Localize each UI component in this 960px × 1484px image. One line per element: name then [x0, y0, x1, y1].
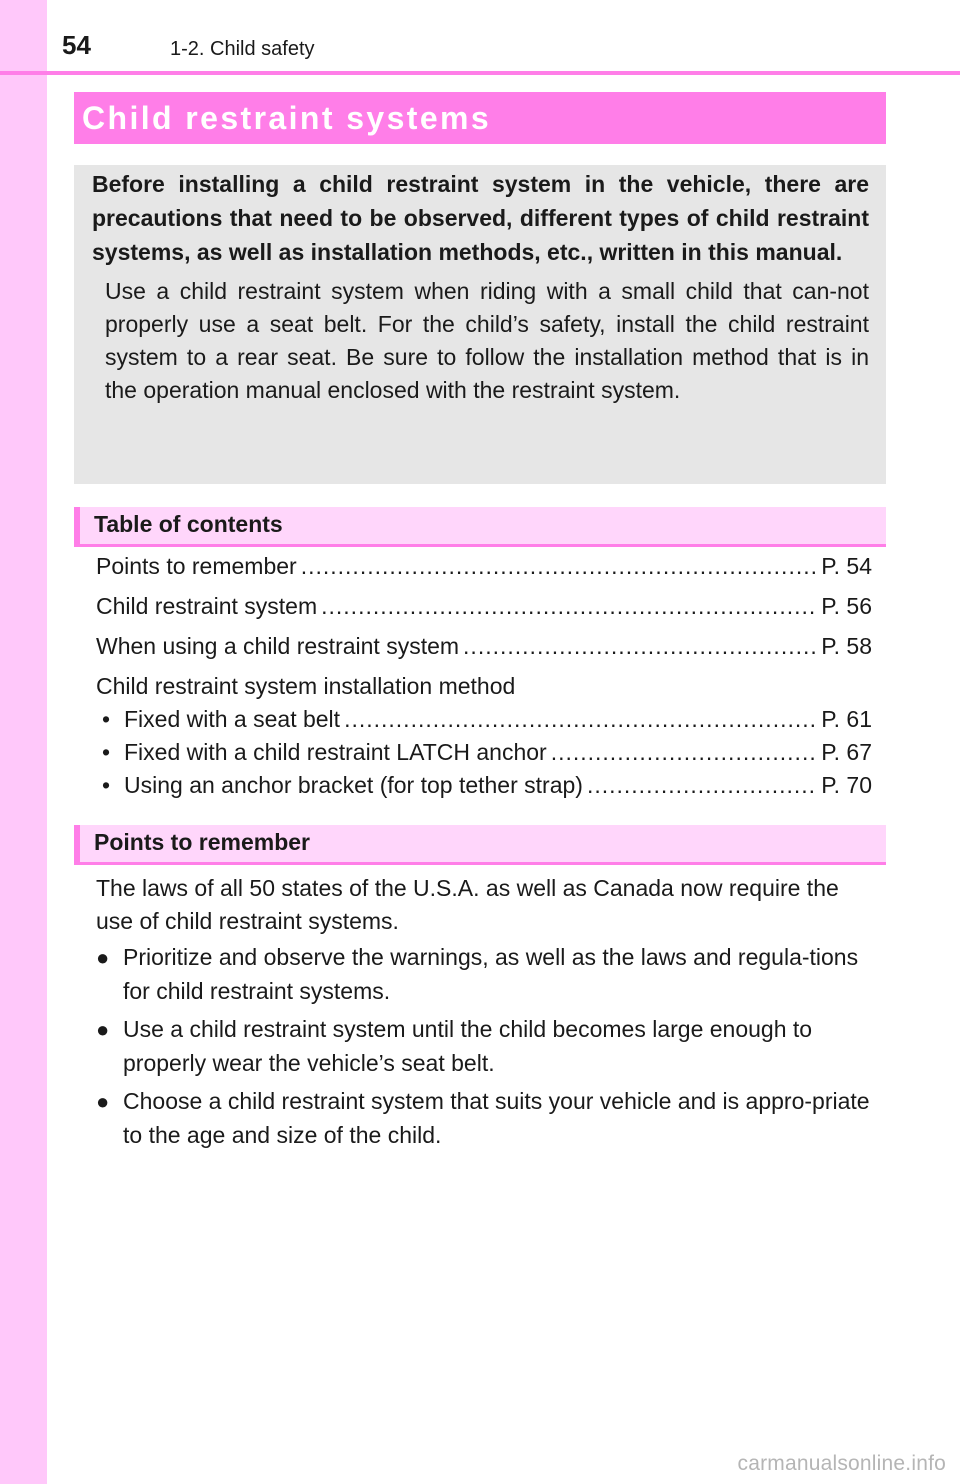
title-bar [74, 92, 886, 144]
toc-group-label: Child restraint system installation method [96, 673, 516, 699]
page-number: 54 [62, 30, 91, 60]
points-intro-paragraph: The laws of all 50 states of the U.S.A. as well as Canada now require the use of child restraint systems. [96, 875, 839, 934]
bullet-item [96, 1012, 880, 1080]
toc-entry-label: Fixed with a seat belt [124, 706, 341, 732]
watermark: carmanualsonline.info [737, 1452, 946, 1475]
toc-entry-page: P. 70 [821, 772, 872, 798]
toc-entry-page: P. 67 [821, 739, 872, 765]
filled-circle-icon: ● [96, 1017, 110, 1042]
bullet-item [96, 940, 880, 1008]
toc-entry-page: P. 56 [821, 593, 872, 619]
points-bullet-list [96, 940, 880, 1154]
bullet-icon: • [102, 739, 111, 765]
toc-entry-label: Fixed with a child restraint LATCH anchor [124, 739, 547, 765]
toc-subentry-seat-belt[interactable] [96, 706, 872, 739]
toc-entry-child-restraint[interactable] [96, 593, 872, 633]
bullet-icon: • [102, 772, 111, 798]
dot-leader [344, 706, 817, 733]
bullet-item [96, 1084, 880, 1152]
dot-leader [321, 593, 817, 620]
side-color-strip [0, 0, 47, 1484]
dot-leader [301, 553, 818, 580]
toc-subentry-latch[interactable] [96, 739, 872, 772]
bullet-icon: • [102, 706, 111, 732]
bullet-text: Use a child restraint system until the child becomes large enough to properly wear the vehicle’s seat belt. [123, 1016, 813, 1076]
toc-entry-label: Child restraint system [96, 593, 318, 619]
filled-circle-icon: ● [96, 945, 110, 970]
toc-entry-page: P. 58 [821, 633, 872, 659]
page-title: Child restraint systems [82, 100, 492, 136]
bullet-text: Prioritize and observe the warnings, as well as the laws and regula-tions for child restraint systems. [123, 944, 859, 1004]
toc-subentry-anchor-bracket[interactable] [96, 772, 872, 805]
toc-heading: Table of contents [94, 511, 283, 537]
toc-heading-bar [74, 507, 886, 547]
table-of-contents [96, 553, 872, 805]
toc-entry-when-using[interactable] [96, 633, 872, 673]
points-heading-bar [74, 825, 886, 865]
dot-leader [551, 739, 818, 766]
toc-entry-page: P. 54 [821, 553, 872, 579]
toc-entry-label: Using an anchor bracket (for top tether strap) [124, 772, 583, 798]
toc-entry-page: P. 61 [821, 706, 872, 732]
intro-box [74, 165, 886, 484]
toc-group-label-row [96, 673, 872, 706]
points-heading: Points to remember [94, 829, 310, 855]
intro-body-text: Use a child restraint system when riding with a small child that can-not properly use a seat belt. For the child’s safety, install the child restraint system to a rear seat. Be sure to follow the installation method that is in the operation manual enclosed with the restraint system. [105, 278, 869, 403]
toc-entry-label: Points to remember [96, 553, 297, 579]
toc-entry-label: When using a child restraint system [96, 633, 460, 659]
intro-bold-text: Before installing a child restraint system in the vehicle, there are precautions that need to be observed, different types of child restraint systems, as well as installation methods, etc., written in this manual. [92, 171, 869, 265]
dot-leader [463, 633, 817, 660]
dot-leader [587, 772, 817, 799]
section-label: 1-2. Child safety [170, 38, 315, 60]
filled-circle-icon: ● [96, 1089, 110, 1114]
bullet-text: Choose a child restraint system that suits your vehicle and is appro-priate to the age and size of the child. [123, 1088, 870, 1148]
toc-entry-points[interactable] [96, 553, 872, 593]
header-rule [0, 71, 960, 75]
